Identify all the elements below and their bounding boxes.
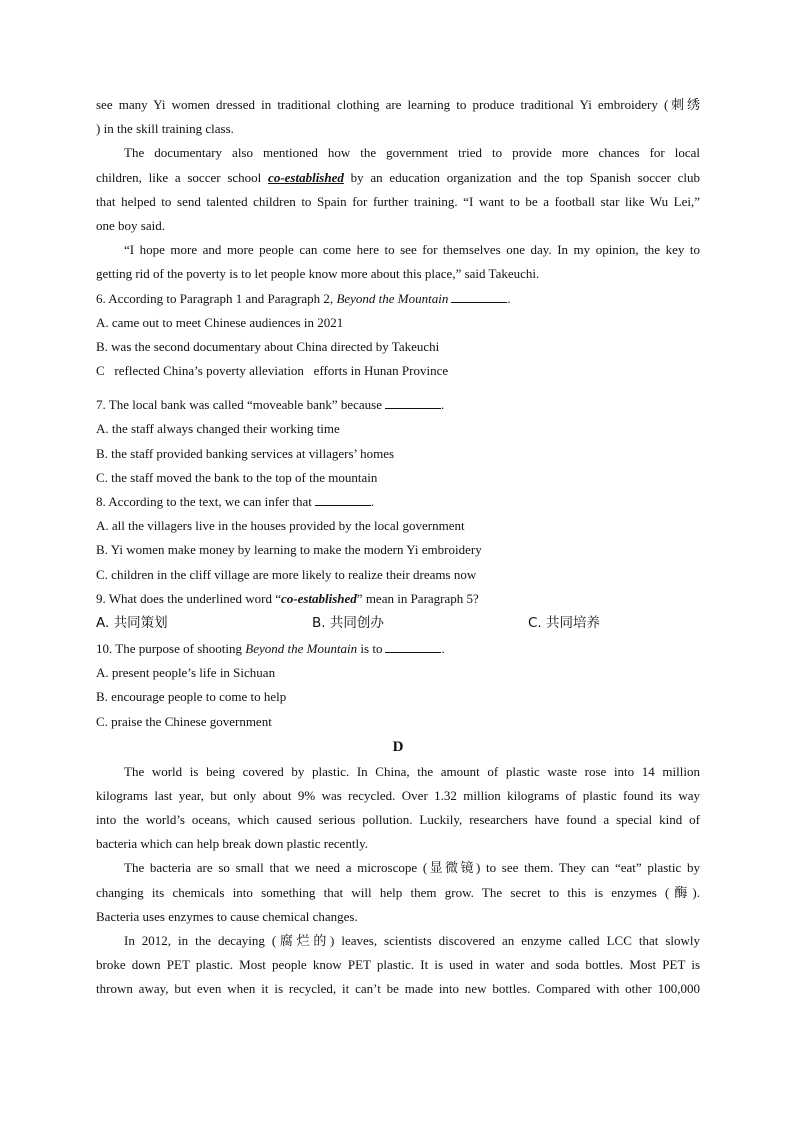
- title-italic: Beyond the Mountain: [245, 640, 358, 656]
- paragraph-line: into the world’s oceans, which caused serious pollution. Luckily, researchers have found a special kind of: [96, 812, 700, 828]
- section-heading: D: [392, 738, 404, 755]
- answer-option: C. the staff moved the bank to the top of the mountain: [96, 469, 378, 485]
- answer-option: A. came out to meet Chinese audiences in 2021: [96, 314, 344, 330]
- question-stem: 7. The local bank was called “moveable bank” because .: [96, 397, 445, 413]
- text-segment: by an education organization and the top Spanish soccer club: [350, 169, 701, 185]
- question-stem: 8. According to the text, we can infer that .: [96, 494, 375, 509]
- answer-blank: [385, 640, 441, 653]
- spacer: [96, 383, 700, 393]
- answer-options-row: [96, 611, 700, 637]
- paragraph-line: changing its chemicals into something that will help them grow. The secret to this is enzymes (酶).: [96, 884, 700, 900]
- paragraph-line: getting rid of the poverty is to let people know more about this place,” said Takeuchi.: [96, 266, 540, 282]
- answer-option: B. the staff provided banking services at villagers’ homes: [96, 445, 395, 461]
- text-segment: ” mean in Paragraph 5?: [356, 590, 479, 606]
- answer-option: B. was the second documentary about China directed by Takeuchi: [96, 338, 440, 354]
- answer-option: C. 共同培养: [528, 614, 601, 631]
- text-segment: is to: [360, 640, 383, 656]
- paragraph-line: The bacteria are so small that we need a microscope (显微镜) to see them. They can “eat” plastic by: [124, 860, 700, 876]
- paragraph-line: thrown away, but even when it is recycled, it can’t be made into new bottles. Compared with other 100,000: [96, 981, 700, 997]
- answer-blank: [315, 493, 371, 506]
- page-content: [96, 93, 700, 1002]
- text-segment: 9. What does the underlined word “: [96, 590, 281, 606]
- answer-option: B. 共同创办: [312, 614, 384, 631]
- paragraph-line: ) in the skill training class.: [96, 121, 234, 137]
- underlined-word: co-established: [268, 169, 344, 185]
- answer-option: B. encourage people to come to help: [96, 689, 287, 705]
- answer-option: A. 共同策划: [96, 614, 168, 631]
- text-segment: children, like a soccer school: [96, 169, 262, 185]
- paragraph-line: “I hope more and more people can come here to see for themselves one day. In my opinion, the key to: [124, 242, 700, 258]
- text-segment: 10. The purpose of shooting: [96, 640, 242, 656]
- paragraph-line: Bacteria uses enzymes to cause chemical changes.: [96, 908, 358, 924]
- paragraph-line: [96, 166, 700, 190]
- answer-option: C reflected China’s poverty alleviation efforts in Hunan Province: [96, 363, 449, 379]
- paragraph-line: kilograms last year, but only about 9% was recycled. Over 1.32 million kilograms of plastic found its way: [96, 787, 700, 803]
- title-italic: Beyond the Mountain: [336, 290, 449, 306]
- text-segment: 8. According to the text, we can infer that: [96, 494, 312, 509]
- answer-option: C. praise the Chinese government: [96, 713, 272, 729]
- quoted-word: co-established: [280, 590, 357, 606]
- question-stem: [96, 587, 700, 611]
- text-segment: 6. According to Paragraph 1 and Paragraph 2,: [96, 290, 334, 306]
- answer-option: B. Yi women make money by learning to make the modern Yi embroidery: [96, 542, 482, 558]
- answer-option: C. children in the cliff village are more likely to realize their dreams now: [96, 566, 477, 582]
- paragraph-line: that helped to send talented children to Spain for further training. “I want to be a football star like Wu Lei,”: [96, 193, 700, 209]
- paragraph-line: one boy said.: [96, 217, 165, 233]
- paragraph-line: broke down PET plastic. Most people know PET plastic. It is used in water and soda bottles. Most PET is: [96, 957, 700, 973]
- paragraph-line: In 2012, in the decaying (腐烂的) leaves, scientists discovered an enzyme called LCC that slowly: [124, 933, 700, 948]
- answer-blank: [385, 396, 441, 409]
- question-stem: 10. The purpose of shooting Beyond the Mountain is to .: [96, 640, 445, 656]
- question-stem: 6. According to Paragraph 1 and Paragraph 2, Beyond the Mountain .: [96, 290, 511, 306]
- paragraph-line: The world is being covered by plastic. In China, the amount of plastic waste rose into 14 million: [124, 763, 700, 779]
- text-segment: 7. The local bank was called “moveable bank” because: [96, 397, 382, 413]
- paragraph-line: bacteria which can help break down plastic recently.: [96, 836, 369, 852]
- answer-option: A. all the villagers live in the houses provided by the local government: [96, 518, 465, 534]
- paragraph-line: The documentary also mentioned how the government tried to provide more chances for local: [124, 145, 700, 161]
- answer-option: A. present people’s life in Sichuan: [96, 665, 276, 681]
- paragraph-line: see many Yi women dressed in traditional clothing are learning to produce traditional Yi embroidery (刺绣: [96, 97, 700, 112]
- answer-blank: [451, 290, 507, 303]
- answer-option: A. the staff always changed their working time: [96, 421, 340, 437]
